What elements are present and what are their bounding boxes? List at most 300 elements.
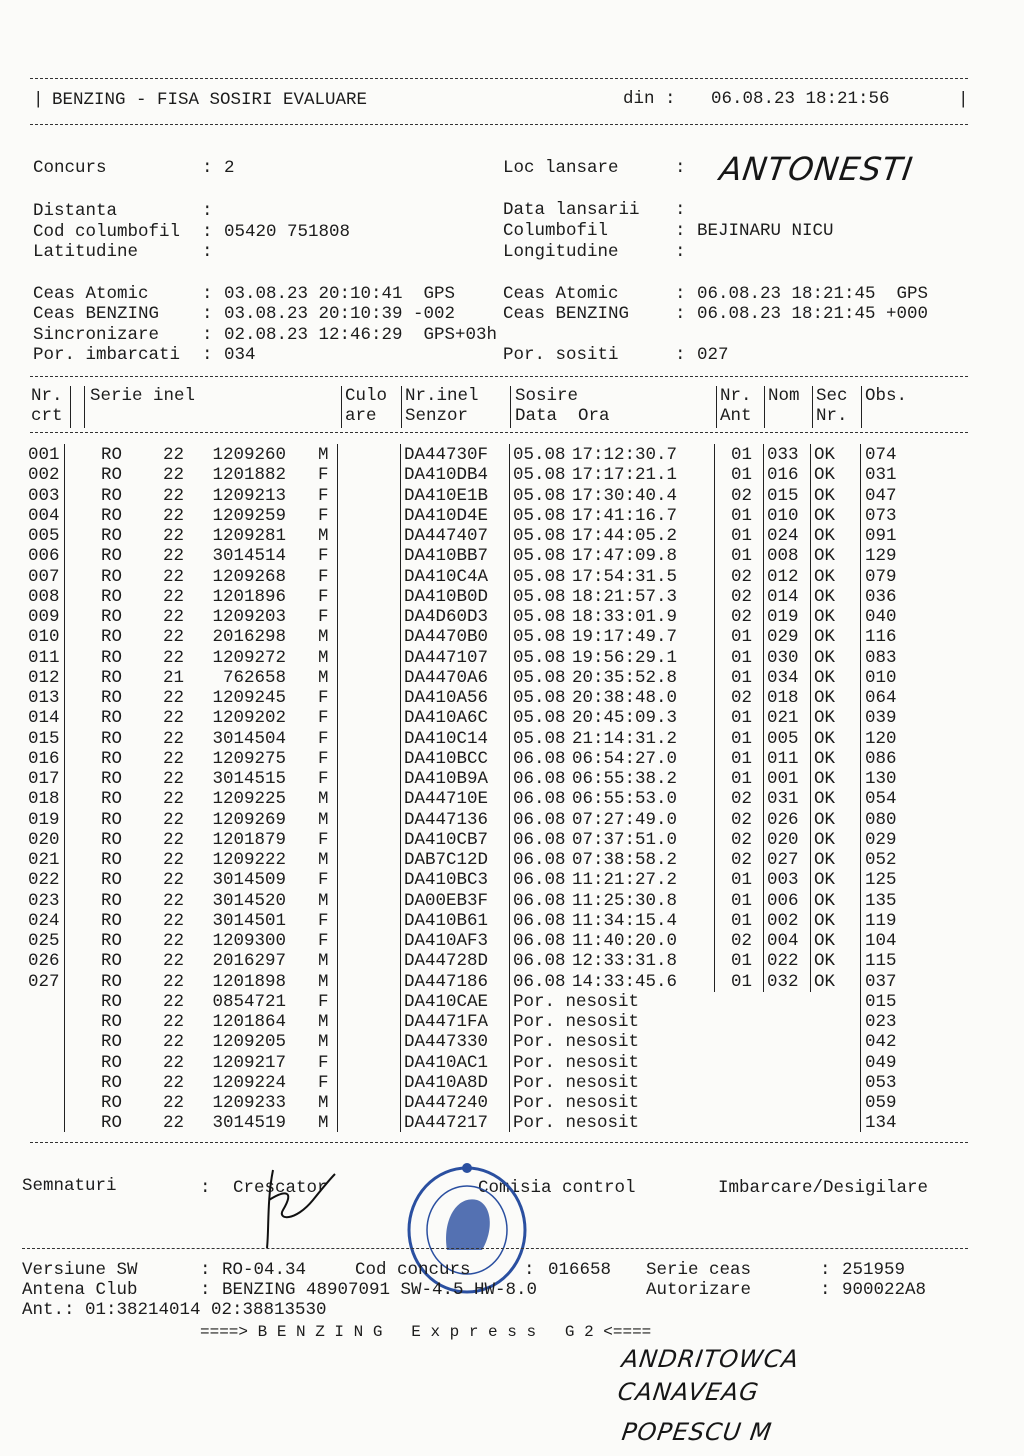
cell-nr-crt: 004 (28, 505, 60, 526)
handwritten-name: ANDRITOWCA (620, 1345, 802, 1373)
ceas-benzing-value: 03.08.23 20:10:39 -002 (224, 304, 456, 324)
cell-time: 20:35:52.8 (572, 667, 678, 688)
cell-date: 06.08 (513, 951, 566, 972)
cell-ring-number: 1209259 (212, 505, 286, 526)
cell-nr-crt: 026 (28, 951, 60, 972)
cell-time: 11:25:30.8 (572, 890, 678, 911)
cell-sex: M (318, 971, 329, 992)
cell-obs: 083 (865, 647, 897, 668)
cell-sec: OK (814, 465, 836, 486)
cell-nom: 012 (767, 566, 799, 587)
cell-sensor: DA447186 (404, 971, 489, 992)
cell-ring-number: 1209281 (212, 526, 286, 546)
cell-date: 05.08 (513, 465, 566, 486)
cell-country: RO (101, 769, 123, 789)
cod-concurs-label: Cod concurs (355, 1260, 471, 1280)
cell-country: RO (101, 971, 123, 992)
cell-obs: 115 (865, 951, 897, 972)
data-lansarii-label: Data lansarii (503, 200, 640, 220)
cell-sec: OK (814, 586, 836, 607)
cell-country: RO (101, 910, 123, 931)
cell-sec: OK (814, 505, 836, 526)
header-nr: Nr. (31, 386, 63, 406)
cell-sec: OK (814, 688, 836, 708)
cell-nr-crt: 002 (28, 465, 60, 486)
cell-date: 05.08 (513, 688, 566, 708)
cell-country: RO (101, 526, 123, 546)
header-data-ora: Data Ora (515, 406, 610, 426)
cell-nr-crt: 019 (28, 809, 60, 830)
cod-columbofil-value: 05420 751808 (224, 222, 351, 242)
cell-sec: OK (814, 850, 836, 870)
cell-time: 17:44:05.2 (572, 526, 678, 546)
table-row (0, 567, 1024, 587)
cell-obs: 059 (865, 1093, 897, 1113)
cell-sensor: DA410BCC (404, 748, 489, 769)
column-separator (812, 386, 813, 428)
cell-sec: OK (814, 485, 836, 506)
cell-year: 22 (163, 809, 185, 830)
cell-time: 12:33:31.8 (572, 951, 678, 972)
column-separator (401, 386, 402, 428)
cell-obs: 037 (865, 971, 897, 992)
cell-sensor: DA410CAE (404, 991, 489, 1012)
cell-sec: OK (814, 647, 836, 668)
cell-nr-crt: 025 (28, 931, 60, 951)
cell-ant: 01 (731, 748, 753, 769)
colon: : (675, 304, 686, 324)
cell-year: 22 (163, 748, 185, 769)
cell-year: 22 (163, 728, 185, 749)
cell-year: 22 (163, 991, 185, 1012)
cell-ring-number: 1209269 (212, 809, 286, 830)
cell-date: Por. nesosit (513, 1113, 640, 1134)
cell-sec: OK (814, 931, 836, 951)
cell-sensor: DA410C4A (404, 566, 489, 587)
cell-year: 22 (163, 546, 185, 567)
cell-time: 06:55:53.0 (572, 789, 678, 810)
cell-obs: 053 (865, 1072, 897, 1093)
cell-date: Por. nesosit (513, 991, 640, 1012)
cell-obs: 039 (865, 708, 897, 729)
colon: : (202, 242, 213, 262)
table-row (0, 526, 1024, 546)
colon: : (202, 325, 213, 345)
cell-sensor: DA00EB3F (404, 890, 489, 911)
cell-nom: 001 (767, 769, 799, 789)
table-row (0, 1053, 1024, 1073)
table-row (0, 1012, 1024, 1032)
header-left-bar: | (33, 90, 44, 110)
cell-sec: OK (814, 708, 836, 729)
cell-ant: 02 (731, 586, 753, 607)
cell-nr-crt: 024 (28, 910, 60, 931)
cell-sensor: DA410AC1 (404, 1052, 489, 1073)
cell-sex: F (318, 586, 329, 607)
table-row (0, 506, 1024, 526)
table-row (0, 972, 1024, 992)
cell-ant: 01 (731, 728, 753, 749)
cell-sex: F (318, 870, 329, 891)
cell-date: Por. nesosit (513, 1072, 640, 1093)
cell-sec: OK (814, 769, 836, 789)
cell-nr-crt: 005 (28, 526, 60, 546)
cell-time: 17:30:40.4 (572, 485, 678, 506)
cell-ring-number: 1209217 (212, 1052, 286, 1073)
divider (30, 124, 968, 125)
cell-sex: F (318, 566, 329, 587)
cell-ring-number: 1201882 (212, 465, 286, 486)
cell-country: RO (101, 931, 123, 951)
column-separator (84, 386, 85, 428)
cell-sensor: DA4D60D3 (404, 607, 489, 627)
header-ant: Ant (720, 406, 752, 426)
cell-ring-number: 1201879 (212, 829, 286, 850)
cell-country: RO (101, 607, 123, 627)
cell-obs: 080 (865, 809, 897, 830)
cell-date: 06.08 (513, 890, 566, 911)
cell-obs: 119 (865, 910, 897, 931)
colon: : (202, 304, 213, 324)
cell-obs: 036 (865, 586, 897, 607)
cell-ring-number: 1209268 (212, 566, 286, 587)
cell-sex: F (318, 829, 329, 850)
cell-year: 22 (163, 850, 185, 870)
cell-year: 22 (163, 708, 185, 729)
table-row (0, 729, 1024, 749)
cell-ant: 01 (731, 708, 753, 729)
cell-ring-number: 1209225 (212, 789, 286, 810)
column-separator (764, 386, 765, 428)
cell-ant: 02 (731, 809, 753, 830)
cell-obs: 130 (865, 769, 897, 789)
cell-nr-crt: 009 (28, 607, 60, 627)
cell-sec: OK (814, 951, 836, 972)
cell-sec: OK (814, 910, 836, 931)
cell-year: 22 (163, 445, 185, 465)
cell-sec: OK (814, 627, 836, 648)
cell-sensor: DA410DB4 (404, 465, 489, 486)
colon: : (675, 200, 686, 220)
cell-sex: F (318, 931, 329, 951)
cell-ring-number: 3014509 (212, 870, 286, 891)
table-row (0, 931, 1024, 951)
table-row (0, 951, 1024, 971)
table-row (0, 830, 1024, 850)
cell-country: RO (101, 748, 123, 769)
cell-nom: 016 (767, 465, 799, 486)
columbofil-label: Columbofil (503, 221, 609, 241)
cell-nr-crt: 003 (28, 485, 60, 506)
colon: : (820, 1260, 831, 1280)
cell-ring-number: 3014515 (212, 769, 286, 789)
cell-ant: 02 (731, 850, 753, 870)
cell-ant: 01 (731, 890, 753, 911)
colon: : (675, 242, 686, 262)
cell-obs: 049 (865, 1052, 897, 1073)
cell-country: RO (101, 586, 123, 607)
cell-date: 05.08 (513, 546, 566, 567)
ceas-atomic-label-2: Ceas Atomic (503, 284, 619, 304)
cell-sensor: DA410D4E (404, 505, 489, 526)
cell-year: 22 (163, 586, 185, 607)
cell-obs: 104 (865, 931, 897, 951)
crescator-signature-icon (255, 1160, 345, 1250)
cell-nr-crt: 020 (28, 829, 60, 850)
cell-sex: M (318, 1012, 329, 1032)
cell-sex: M (318, 647, 329, 668)
table-row (0, 587, 1024, 607)
cell-sensor: DA447240 (404, 1093, 489, 1113)
table-row (0, 668, 1024, 688)
din-label: din : (623, 89, 676, 109)
cell-year: 22 (163, 829, 185, 850)
loc-lansare-value: ANTONESTI (717, 150, 916, 188)
cell-year: 22 (163, 1072, 185, 1093)
cell-nom: 033 (767, 445, 799, 465)
ceas-benzing-label: Ceas BENZING (33, 304, 160, 324)
cell-country: RO (101, 850, 123, 870)
cell-sec: OK (814, 607, 836, 627)
cell-sensor: DA447407 (404, 526, 489, 546)
cell-sensor: DA447107 (404, 647, 489, 668)
divider (30, 432, 968, 433)
cell-sec: OK (814, 809, 836, 830)
cell-nom: 014 (767, 586, 799, 607)
table-row (0, 1093, 1024, 1113)
cell-country: RO (101, 546, 123, 567)
cell-obs: 079 (865, 566, 897, 587)
cell-country: RO (101, 708, 123, 729)
crescator-label: Crescator (233, 1178, 328, 1198)
cell-nr-crt: 022 (28, 870, 60, 891)
cell-nom: 018 (767, 688, 799, 708)
cell-ring-number: 1209213 (212, 485, 286, 506)
cell-sex: M (318, 667, 329, 688)
ceas-atomic-value-2: 06.08.23 18:21:45 GPS (697, 284, 929, 304)
cell-obs: 052 (865, 850, 897, 870)
ceas-benzing-label-2: Ceas BENZING (503, 304, 630, 324)
cell-nom: 011 (767, 748, 799, 769)
table-row (0, 688, 1024, 708)
cell-nom: 005 (767, 728, 799, 749)
cell-sex: M (318, 951, 329, 972)
cell-nr-crt: 013 (28, 688, 60, 708)
cell-obs: 074 (865, 445, 897, 465)
cell-sex: F (318, 769, 329, 789)
cell-ant: 01 (731, 627, 753, 648)
cell-date: 06.08 (513, 809, 566, 830)
ceas-atomic-label: Ceas Atomic (33, 284, 149, 304)
cell-nom: 019 (767, 607, 799, 627)
cell-sec: OK (814, 789, 836, 810)
cell-ant: 02 (731, 829, 753, 850)
cell-country: RO (101, 647, 123, 668)
cell-sex: M (318, 789, 329, 810)
cell-country: RO (101, 870, 123, 891)
cell-time: 07:38:58.2 (572, 850, 678, 870)
cell-sex: F (318, 485, 329, 506)
cell-time: 17:12:30.7 (572, 445, 678, 465)
imbarcati-value: 034 (224, 345, 256, 365)
cell-obs: 031 (865, 465, 897, 486)
table-row (0, 911, 1024, 931)
cell-ant: 01 (731, 769, 753, 789)
cell-ring-number: 3014520 (212, 890, 286, 911)
cell-nr-crt: 018 (28, 789, 60, 810)
cell-nr-crt: 011 (28, 647, 60, 668)
cell-nom: 015 (767, 485, 799, 506)
cell-year: 22 (163, 931, 185, 951)
cell-time: 19:56:29.1 (572, 647, 678, 668)
cell-nom: 010 (767, 505, 799, 526)
cell-ring-number: 3014519 (212, 1113, 286, 1134)
cell-country: RO (101, 485, 123, 506)
cell-sensor: DA410C14 (404, 728, 489, 749)
table-row (0, 486, 1024, 506)
cell-ant: 02 (731, 931, 753, 951)
header-serie-inel: Serie inel (90, 386, 196, 406)
header-crt: crt (31, 406, 63, 426)
cell-ring-number: 0854721 (212, 991, 286, 1012)
cell-date: 06.08 (513, 789, 566, 810)
colon: : (202, 158, 213, 178)
cell-sensor: DA410CB7 (404, 829, 489, 850)
antenna-ids: Ant.: 01:38214014 02:38813530 (22, 1300, 327, 1320)
cell-sex: M (318, 809, 329, 830)
cell-nom: 030 (767, 647, 799, 668)
cell-date: 06.08 (513, 769, 566, 789)
cell-country: RO (101, 991, 123, 1012)
cell-year: 22 (163, 627, 185, 648)
cell-country: RO (101, 829, 123, 850)
cell-sensor: DA410B0D (404, 586, 489, 607)
column-separator (341, 386, 342, 428)
cell-sec: OK (814, 546, 836, 567)
cell-ring-number: 1201898 (212, 971, 286, 992)
cell-country: RO (101, 1052, 123, 1073)
cell-sex: F (318, 991, 329, 1012)
cell-sex: M (318, 526, 329, 546)
cell-year: 22 (163, 1032, 185, 1053)
cell-sex: M (318, 627, 329, 648)
cell-ant: 01 (731, 870, 753, 891)
cell-time: 06:54:27.0 (572, 748, 678, 769)
table-row (0, 546, 1024, 566)
cell-country: RO (101, 951, 123, 972)
cell-nom: 006 (767, 890, 799, 911)
cell-nom: 002 (767, 910, 799, 931)
cell-ring-number: 1209224 (212, 1072, 286, 1093)
imbarcati-label: Por. imbarcati (33, 345, 181, 365)
cell-country: RO (101, 1093, 123, 1113)
serie-ceas-label: Serie ceas (646, 1260, 752, 1280)
table-row (0, 627, 1024, 647)
cell-nr-crt: 021 (28, 850, 60, 870)
colon: : (675, 158, 686, 178)
cell-date: 05.08 (513, 485, 566, 506)
cell-sensor: DA44730F (404, 445, 489, 465)
cell-ant: 02 (731, 566, 753, 587)
cell-time: 11:34:15.4 (572, 910, 678, 931)
cell-time: 18:21:57.3 (572, 586, 678, 607)
cell-date: 06.08 (513, 910, 566, 931)
cell-ring-number: 1209205 (212, 1032, 286, 1053)
cell-ant: 02 (731, 485, 753, 506)
table-row (0, 789, 1024, 809)
cell-country: RO (101, 627, 123, 648)
colon: : (202, 201, 213, 221)
header-senzor: Senzor (405, 406, 469, 426)
cell-country: RO (101, 667, 123, 688)
cell-nr-crt: 008 (28, 586, 60, 607)
cell-date: 06.08 (513, 829, 566, 850)
cell-country: RO (101, 688, 123, 708)
cell-date: Por. nesosit (513, 1052, 640, 1073)
ceas-atomic-value: 03.08.23 20:10:41 GPS (224, 284, 456, 304)
longitudine-label: Longitudine (503, 242, 619, 262)
divider (30, 376, 968, 377)
cell-ring-number: 1209272 (212, 647, 286, 668)
cell-obs: 029 (865, 829, 897, 850)
cell-sec: OK (814, 971, 836, 992)
colon: : (200, 1178, 211, 1198)
cell-date: 05.08 (513, 505, 566, 526)
cell-sex: F (318, 748, 329, 769)
cell-nr-crt: 014 (28, 708, 60, 729)
colon: : (200, 1260, 211, 1280)
cell-nom: 003 (767, 870, 799, 891)
sositi-value: 027 (697, 345, 729, 365)
cell-nom: 021 (767, 708, 799, 729)
concurs-value: 2 (224, 158, 235, 178)
header-obs: Obs. (865, 386, 908, 406)
cell-year: 22 (163, 465, 185, 486)
cell-year: 21 (163, 667, 185, 688)
colon: : (200, 1280, 211, 1300)
cell-date: 05.08 (513, 647, 566, 668)
cell-obs: 134 (865, 1113, 897, 1134)
cell-ant: 02 (731, 607, 753, 627)
cell-ring-number: 2016298 (212, 627, 286, 648)
divider (22, 1248, 968, 1249)
cell-nr-crt: 017 (28, 769, 60, 789)
ceas-benzing-value-2: 06.08.23 18:21:45 +000 (697, 304, 929, 324)
cell-country: RO (101, 728, 123, 749)
cell-year: 22 (163, 1093, 185, 1113)
cell-ant: 01 (731, 505, 753, 526)
serie-ceas-value: 251959 (842, 1260, 906, 1280)
cell-nom: 004 (767, 931, 799, 951)
document-title: BENZING - FISA SOSIRI EVALUARE (52, 90, 368, 110)
cell-sex: F (318, 1052, 329, 1073)
cell-ant: 02 (731, 688, 753, 708)
cell-year: 22 (163, 870, 185, 891)
cell-sec: OK (814, 526, 836, 546)
cell-time: 11:21:27.2 (572, 870, 678, 891)
cell-date: Por. nesosit (513, 1012, 640, 1032)
divider (30, 1142, 968, 1143)
cell-nom: 008 (767, 546, 799, 567)
cell-sec: OK (814, 445, 836, 465)
comisia-control-label: Comisia control (478, 1178, 636, 1198)
cell-ring-number: 1201864 (212, 1012, 286, 1032)
table-row (0, 769, 1024, 789)
cell-nom: 020 (767, 829, 799, 850)
cell-nom: 032 (767, 971, 799, 992)
table-row (0, 810, 1024, 830)
cell-date: 05.08 (513, 708, 566, 729)
